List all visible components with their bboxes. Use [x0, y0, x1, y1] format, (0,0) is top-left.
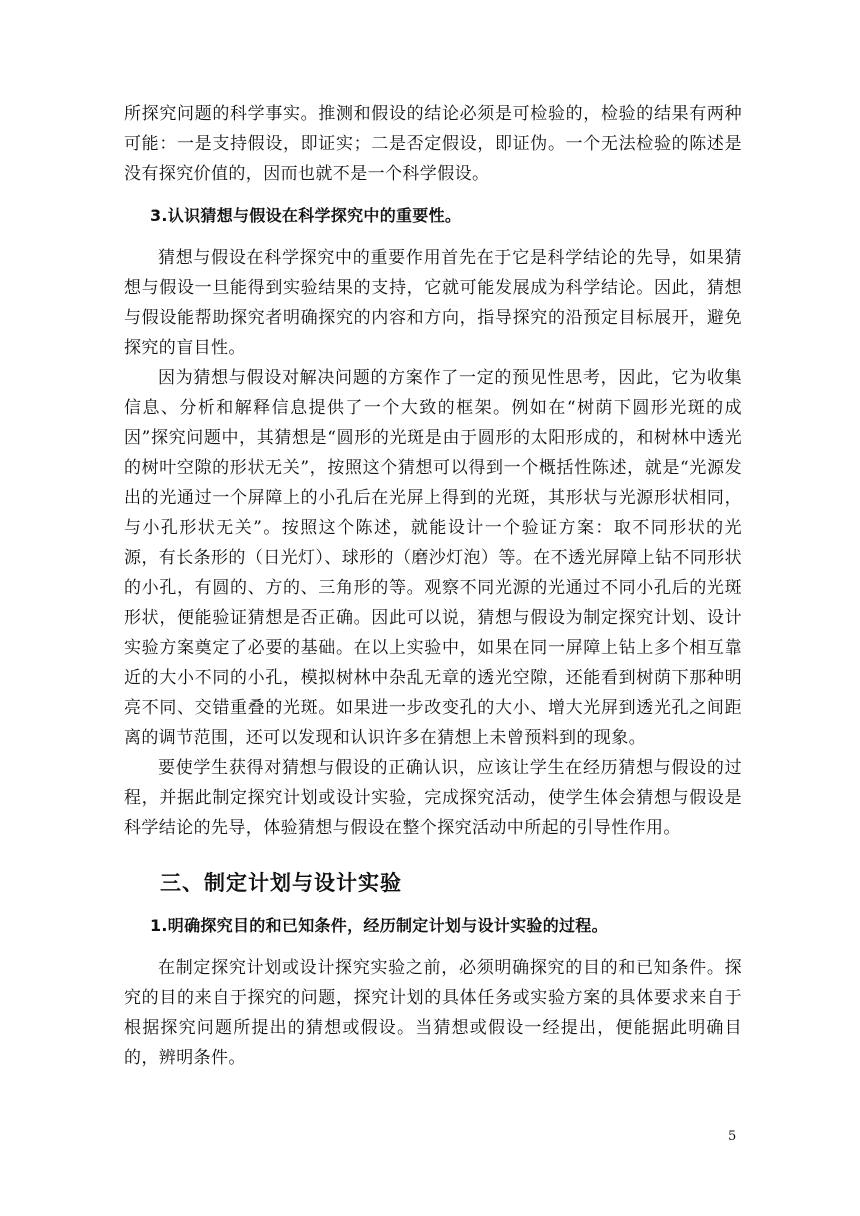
paragraph-purpose: 在制定探究计划或设计探究实验之前，必须明确探究的目的和已知条件。探究的目的来自于探究的问题，探究计划的具体任务或实验方案的具体要求来自于根据探究问题所提出的猜想或假设。当猜想或假设一经提出，便能据此明确目的，辨明条件。 — [124, 958, 742, 1068]
paragraph-importance: 猜想与假设在科学探究中的重要作用首先在于它是科学结论的先导，如果猜想与假设一旦能得到实验结果的支持，它就可能发展成为科学结论。因此，猜想与假设能帮助探究者明确探究的内容和方向，指导探究的沿预定目标展开，避免探究的盲目性。 — [124, 248, 742, 358]
page-content — [124, 99, 742, 1073]
paragraph-students: 要使学生获得对猜想与假设的正确认识，应该让学生在经历猜想与假设的过程，并据此制定探究计划或设计实验，完成探究活动，使学生体会猜想与假设是科学结论的先导，体验猜想与假设在整个探究活动中所起的引导性作用。 — [124, 758, 742, 838]
section-title-plan-and-design: 三、制定计划与设计实验 — [160, 871, 402, 895]
paragraph-intro: 所探究问题的科学事实。推测和假设的结论必须是可检验的，检验的结果有两种可能：一是支持假设，即证实；二是否定假设，即证伪。一个无法检验的陈述是没有探究价值的，因而也就不是一个科学假设。 — [124, 104, 742, 184]
paragraph-example: 因为猜想与假设对解决问题的方案作了一定的预见性思考，因此，它为收集信息、分析和解释信息提供了一个大致的框架。例如在“树荫下圆形光斑的成因”探究问题中，其猜想是“圆形的光斑是由于圆形的太阳形成的，和树林中透光的树叶空隙的形状无关”，按照这个猜想可以得到一个概括性陈述，就是“光源发出的光通过一个屏障上的小孔后在光屏上得到的光斑，其形状与光源形状相同，与小孔形状无关”。按照这个陈述，就能设计一个验证方案：取不同形状的光源，有长条形的（日光灯）、球形的（磨沙灯泡）等。在不透光屏障上钻不同形状的小孔，有圆的、方的、三角形的等。观察不同光源的光通过不同小孔后的光斑形状，便能验证猜想是否正确。因此可以说，猜想与假设为制定探究计划、设计实验方案奠定了必要的基础。在以上实验中，如果在同一屏障上钻上多个相互靠近的大小不同的小孔，模拟树林中杂乱无章的透光空隙，还能看到树荫下那种明亮不同、交错重叠的光斑。如果进一步改变孔的大小、增大光屏到透光孔之间距离的调节范围，还可以发现和认识许多在猜想上未曾预料到的现象。 — [124, 368, 742, 748]
subheading-clarify-purpose: 1.明确探究目的和已知条件，经历制定计划与设计实验的过程。 — [150, 916, 608, 935]
page-number: 5 — [728, 1129, 737, 1144]
subheading-importance-of-hypothesis: 3.认识猜想与假设在科学探究中的重要性。 — [150, 206, 462, 225]
